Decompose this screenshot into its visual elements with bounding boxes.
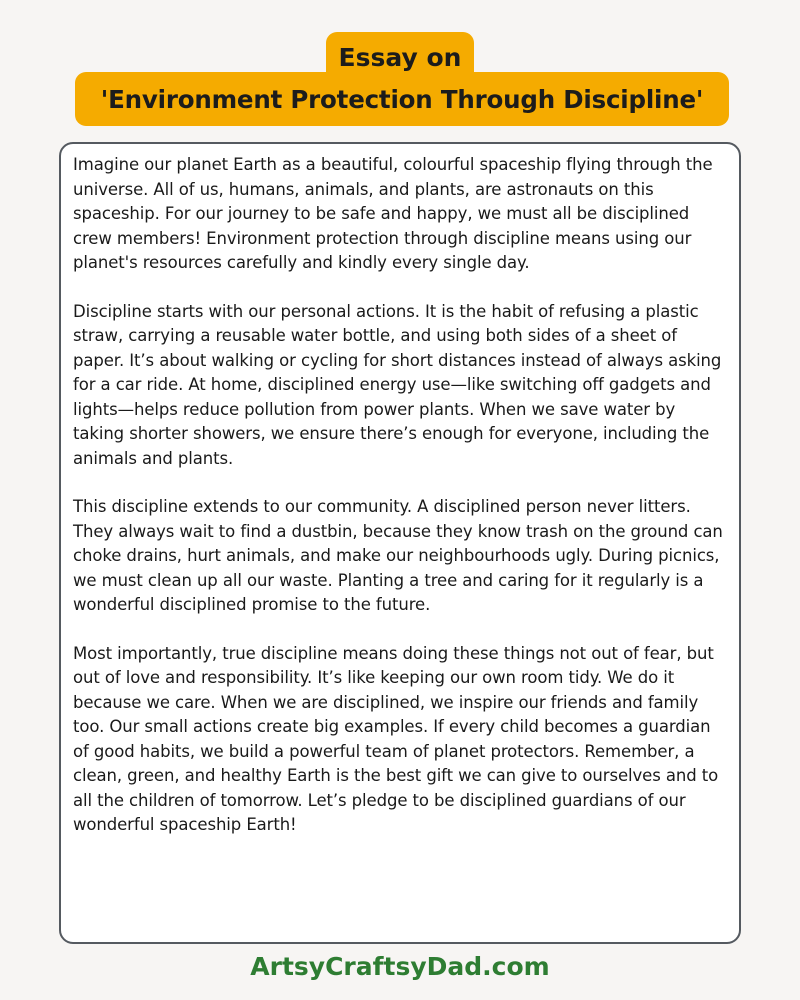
essay-box: [59, 142, 741, 944]
footer-site-name: ArtsyCraftsyDad.com: [250, 952, 550, 981]
title-line-2: 'Environment Protection Through Discipline': [100, 84, 704, 114]
essay-paragraph-3: This discipline extends to our community. A disciplined person never litters. They always wait to find a dustbin, because they know trash on the ground can choke drains, hurt animals, and make our neighbourhoods ugly. During picnics, we must clean up all our waste. Planting a tree and caring for it regularly is a wonderful disciplined promise to the future.: [73, 497, 723, 614]
title-badge-main: [75, 72, 729, 126]
essay-paragraph-2: Discipline starts with our personal actions. It is the habit of refusing a plastic straw, carrying a reusable water bottle, and using both sides of a sheet of paper. It’s about walking or cycling for short distances instead of always asking for a car ride. At home, disciplined energy use—like switching off gadgets and lights—helps reduce pollution from power plants. When we save water by taking shorter showers, we ensure there’s enough for everyone, including the animals and plants.: [73, 301, 722, 468]
essay-paragraph-4: Most importantly, true discipline means doing these things not out of fear, but out of love and responsibility. It’s like keeping our own room tidy. We do it because we care. When we are disciplined, we inspire our friends and family too. Our small actions create big examples. If every child becomes a guardian of good habits, we build a powerful team of planet protectors. Remember, a clean, green, and healthy Earth is the best gift we can give to ourselves and to all the children of tomorrow. Let’s pledge to be disciplined guardians of our wonderful spaceship Earth!: [73, 643, 719, 834]
essay-paragraph-1: Imagine our planet Earth as a beautiful, colourful spaceship flying through the universe. All of us, humans, animals, and plants, are astronauts on this spaceship. For our journey to be safe and happy, we must all be disciplined crew members! Environment protection through discipline means using our planet's resources carefully and kindly every single day.: [73, 155, 713, 272]
title-line-1: Essay on: [338, 42, 462, 72]
